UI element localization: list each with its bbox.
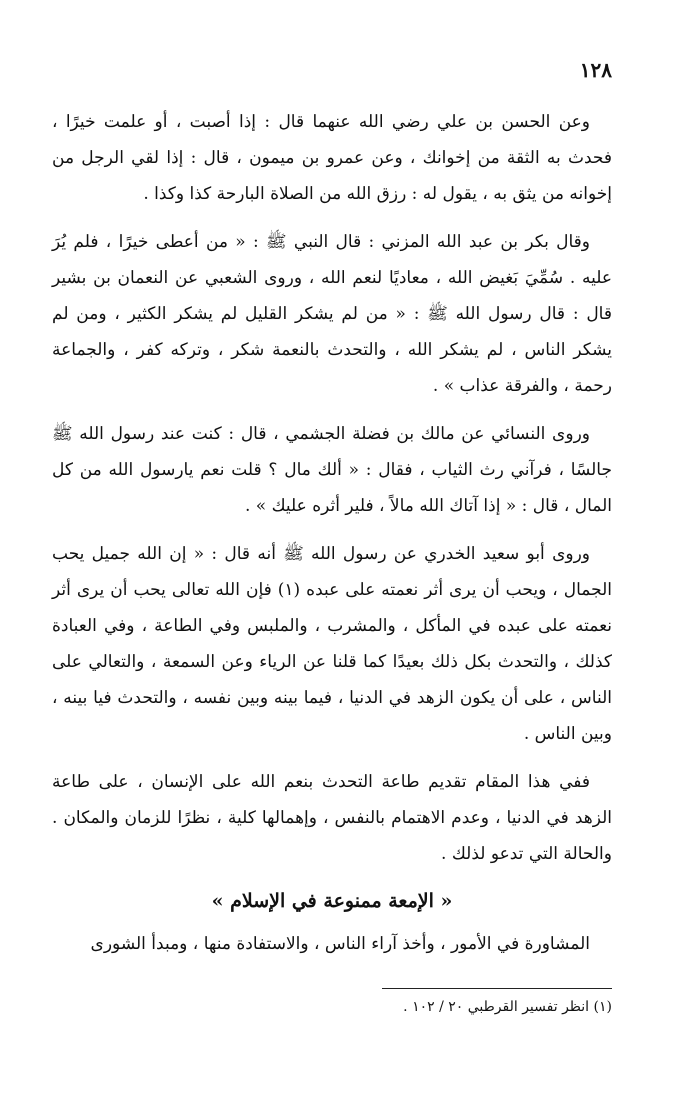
paragraph-khudri-narration: وروى أبو سعيد الخدري عن رسول الله ﷺ أنه قال : « إن الله جميل يحب الجمال ، ويحب أن يرى أثر نعمته على عبده (١) فإن الله تعالى يحب أن يرى أثر نعمته على عبده في المأكل ، والمشرب ، والملبس وفي الطاعة ، وفي العبادة كذلك ، والتحدث بكل ذلك بعيدًا كما قلنا عن الرياء وعن السمعة ، والتعالي على الناس ، على أن يكون الزهد في الدنيا ، فيما بينه وبين نفسه ، والتحدث فيا بينه ، وبين الناس . bbox=[52, 544, 612, 744]
paragraph-hasan-narration: وعن الحسن بن علي رضي الله عنهما قال : إذا أصبت ، أو علمت خيرًا ، فحدث به الثقة من إخوانك ، وعن عمرو بن ميمون ، قال : إذا لقي الرجل من إخوانه من يثق به ، يقول له : رزق الله من الصلاة البارحة كذا وكذا . bbox=[52, 112, 612, 204]
book-page bbox=[52, 40, 612, 1060]
paragraph-conclusion: ففي هذا المقام تقديم طاعة التحدث بنعم الله على الإنسان ، على طاعة الزهد في الدنيا ، وعدم الاهتمام بالنفس ، وإهمالها كلية ، نظرًا للزمان والمكان . والحالة التي تدعو لذلك . bbox=[52, 772, 612, 864]
section-heading: « الإمعة ممنوعة في الإسلام » bbox=[211, 890, 453, 912]
body-text bbox=[52, 104, 612, 974]
page-number: ١٢٨ bbox=[579, 58, 612, 82]
paragraph-bakr-narration: وقال بكر بن عبد الله المزني : قال النبي ﷺ : « من أعطى خيرًا ، فلم يُرَ عليه . سُمِّيَ بَغيض الله ، معاديًا لنعم الله ، وروى الشعبي عن النعمان بن بشير قال : قال رسول الله ﷺ : « من لم يشكر القليل لم يشكر الكثير ، ومن لم يشكر الناس ، لم يشكر الله ، والتحدث بالنعمة شكر ، وتركه كفر ، والجماعة رحمة ، والفرقة عذاب » . bbox=[52, 232, 612, 396]
paragraph-nasai-narration: وروى النسائي عن مالك بن فضلة الجشمي ، قال : كنت عند رسول الله ﷺ جالسًا ، فرآني رث الثياب ، فقال : « ألك مال ؟ قلت نعم يارسول الله من كل المال ، قال : « إذا آتاك الله مالاً ، فلير أثره عليك » . bbox=[52, 424, 612, 516]
footnote-divider bbox=[382, 988, 612, 989]
paragraph-consultation: المشاورة في الأمور ، وأخذ آراء الناس ، والاستفادة منها ، ومبدأ الشورى bbox=[90, 934, 590, 954]
footnote: (١) انظر تفسير القرطبي ٢٠ / ١٠٢ . bbox=[403, 999, 612, 1015]
